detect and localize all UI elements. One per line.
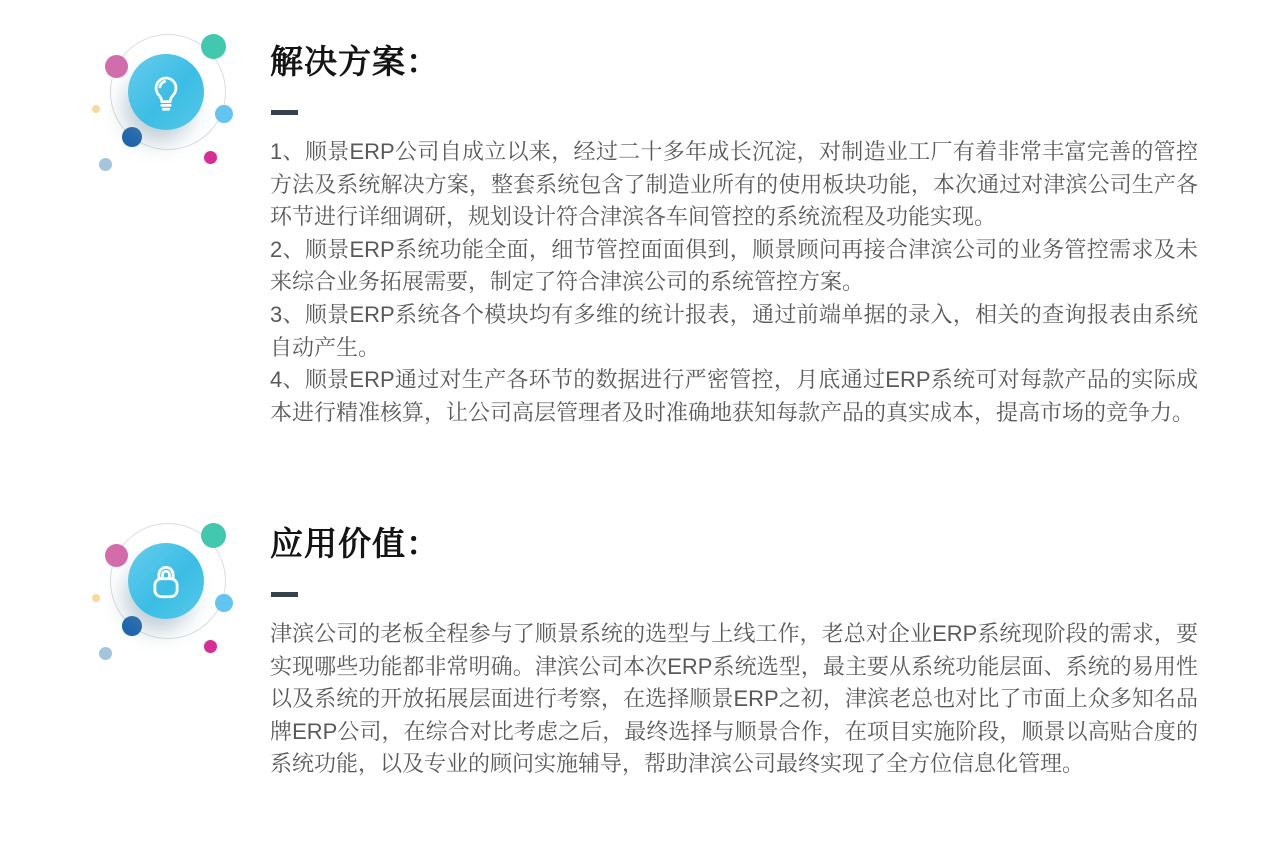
paragraph-3: 3、顺景ERP系统各个模块均有多维的统计报表，通过前端单据的录入，相关的查询报表由系统自动产生。 xyxy=(270,301,1198,360)
decorative-dot-yellow xyxy=(92,105,100,113)
decorative-dot-magenta xyxy=(204,151,217,164)
decorative-dot-magenta xyxy=(204,640,217,653)
decorative-dot-dark-blue xyxy=(122,127,142,147)
section-title: 解决方案： xyxy=(270,43,440,80)
decorative-dot-blue-gray xyxy=(99,647,112,660)
decorative-dot-teal xyxy=(201,523,226,548)
decorative-dot-teal xyxy=(201,34,226,59)
solution-badge xyxy=(0,0,256,190)
decorative-dot-blue-gray xyxy=(99,158,112,171)
section-title: 应用价值： xyxy=(270,525,440,562)
paragraph-2: 2、顺景ERP系统功能全面，细节管控面面俱到，顺景顾问再接合津滨公司的业务管控需求及未来综合业务拓展需要，制定了符合津滨公司的系统管控方案。 xyxy=(270,236,1198,295)
decorative-dot-light-blue xyxy=(215,105,233,123)
title-underline xyxy=(271,110,298,115)
solution-text xyxy=(270,136,1198,429)
paragraph-1: 1、顺景ERP公司自成立以来，经过二十多年成长沉淀，对制造业工厂有着非常丰富完善的管控方法及系统解决方案，整套系统包含了制造业所有的使用板块功能，本次通过对津滨公司生产各环节进行详细调研，规划设计符合津滨各车间管控的系统流程及功能实现。 xyxy=(270,139,1198,230)
application-value-text xyxy=(270,618,1198,781)
decorative-dot-dark-blue xyxy=(122,616,142,636)
decorative-dot-pink xyxy=(105,55,128,78)
application-value-badge xyxy=(0,489,256,679)
section-application-value xyxy=(0,482,1264,848)
decorative-dot-yellow xyxy=(92,594,100,602)
paragraph-1: 津滨公司的老板全程参与了顺景系统的选型与上线工作，老总对企业ERP系统现阶段的需求，要实现哪些功能都非常明确。津滨公司本次ERP系统选型，最主要从系统功能层面、系统的易用性以及系统的开放拓展层面进行考察，在选择顺景ERP之初，津滨老总也对比了市面上众多知名品牌ERP公司，在综合对比考虑之后，最终选择与顺景合作，在项目实施阶段，顺景以高贴合度的系统功能，以及专业的顾问实施辅导，帮助津滨公司最终实现了全方位信息化管理。 xyxy=(270,621,1198,777)
lock-icon xyxy=(128,543,204,619)
paragraph-4: 4、顺景ERP通过对生产各环节的数据进行严密管控，月底通过ERP系统可对每款产品的实际成本进行精准核算，让公司高层管理者及时准确地获知每款产品的真实成本，提高市场的竞争力。 xyxy=(270,367,1198,425)
lightbulb-icon xyxy=(128,54,204,130)
decorative-dot-pink xyxy=(105,544,128,567)
decorative-dot-light-blue xyxy=(215,594,233,612)
title-underline xyxy=(271,592,298,597)
